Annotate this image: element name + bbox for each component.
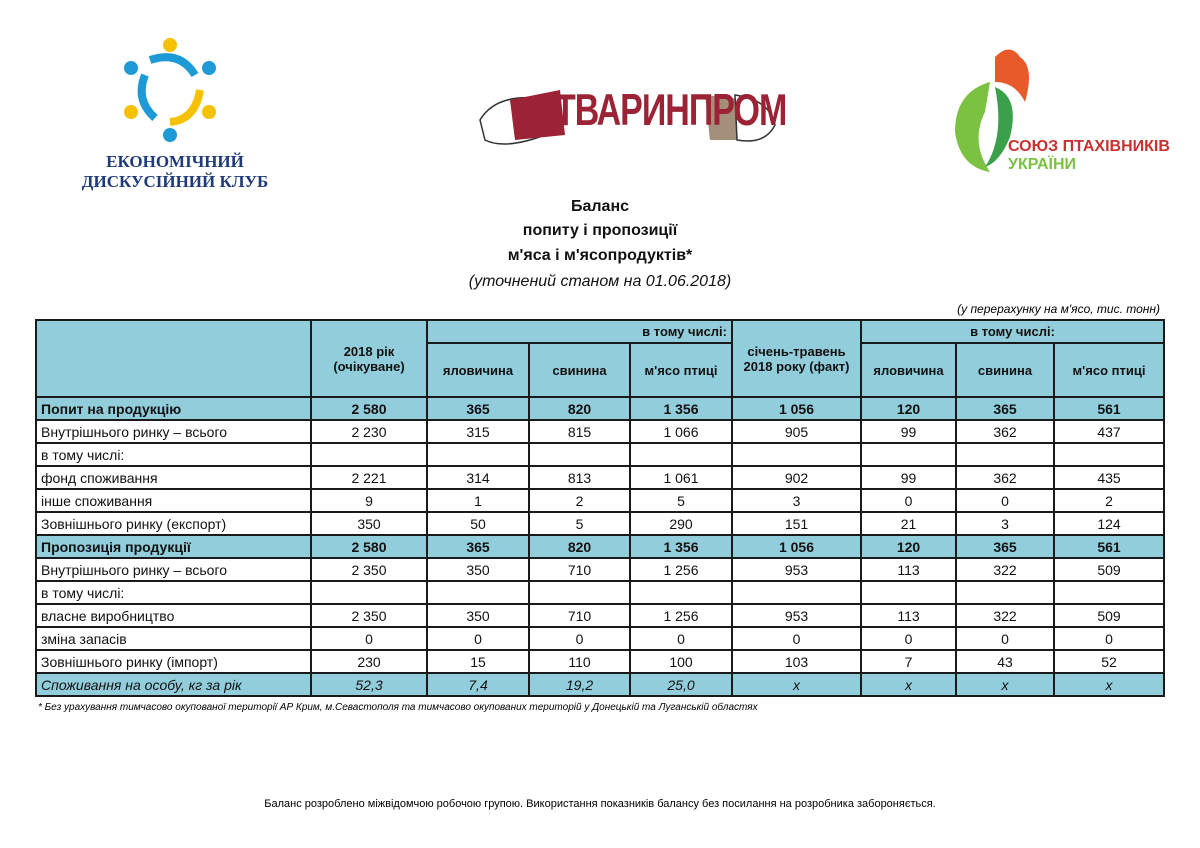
- cell-value: 120: [861, 535, 956, 558]
- table-row: [36, 489, 1164, 512]
- economic-club-logo: [105, 35, 235, 150]
- cell-value: x: [861, 673, 956, 696]
- cell-value: 1: [427, 489, 529, 512]
- table-row: [36, 673, 1164, 696]
- row-label: Попит на продукцію: [36, 397, 311, 420]
- tvarynprom-text: ТВАРИНПРОМ: [555, 86, 787, 136]
- cell-value: [427, 581, 529, 604]
- cell-value: 7: [861, 650, 956, 673]
- cell-value: 561: [1054, 397, 1164, 420]
- table-row: [36, 466, 1164, 489]
- cell-value: [529, 443, 630, 466]
- cell-value: 0: [529, 627, 630, 650]
- cell-value: 315: [427, 420, 529, 443]
- table-row: [36, 535, 1164, 558]
- cell-value: 0: [427, 627, 529, 650]
- doc-title-line-2: попиту і пропозиції: [522, 222, 678, 239]
- cell-value: 99: [861, 420, 956, 443]
- cell-value: 365: [427, 397, 529, 420]
- header-beef: яловичина: [861, 343, 956, 397]
- table-row: [36, 443, 1164, 466]
- row-label: Внутрішнього ринку – всього: [36, 558, 311, 581]
- cell-value: [1054, 581, 1164, 604]
- cell-value: 710: [529, 604, 630, 627]
- cell-value: 1 056: [732, 397, 861, 420]
- table-row: [36, 512, 1164, 535]
- cell-value: 3: [732, 489, 861, 512]
- table-row: [36, 420, 1164, 443]
- cell-value: 509: [1054, 604, 1164, 627]
- cell-value: 953: [732, 558, 861, 581]
- doc-title-line-1: Баланс: [570, 198, 630, 215]
- cell-value: 1 056: [732, 535, 861, 558]
- cell-value: 362: [956, 420, 1054, 443]
- cell-value: [630, 443, 732, 466]
- footer-note: Баланс розроблено міжвідомчою робочою групою. Використання показників балансу без посилання на розробника забороняється.: [264, 798, 936, 810]
- cell-value: 350: [311, 512, 427, 535]
- row-label: в тому числі:: [36, 581, 311, 604]
- cell-value: [630, 581, 732, 604]
- cell-value: [861, 443, 956, 466]
- header-pork: свинина: [956, 343, 1054, 397]
- header-pork: свинина: [529, 343, 630, 397]
- header-2018-expected: 2018 рік (очікуване): [311, 320, 427, 397]
- cell-value: 314: [427, 466, 529, 489]
- cell-value: 509: [1054, 558, 1164, 581]
- table-row: [36, 558, 1164, 581]
- header-poultry: м'ясо птиці: [1054, 343, 1164, 397]
- cell-value: 7,4: [427, 673, 529, 696]
- cell-value: 0: [732, 627, 861, 650]
- tvarynprom-logo: [475, 80, 785, 160]
- cell-value: 350: [427, 604, 529, 627]
- cell-value: 19,2: [529, 673, 630, 696]
- cell-value: 350: [427, 558, 529, 581]
- cell-value: 2 230: [311, 420, 427, 443]
- cell-value: 2: [1054, 489, 1164, 512]
- logo-text-line: УКРАЇНИ: [1008, 156, 1077, 173]
- cell-value: 322: [956, 604, 1054, 627]
- cell-value: 0: [861, 627, 956, 650]
- cell-value: 5: [630, 489, 732, 512]
- cell-value: 21: [861, 512, 956, 535]
- cell-value: x: [956, 673, 1054, 696]
- table-row: [36, 397, 1164, 420]
- cell-value: 2 221: [311, 466, 427, 489]
- row-label: власне виробництво: [36, 604, 311, 627]
- cell-value: 365: [956, 535, 1054, 558]
- cell-value: 813: [529, 466, 630, 489]
- cell-value: 1 061: [630, 466, 732, 489]
- cell-value: 561: [1054, 535, 1164, 558]
- cell-value: 15: [427, 650, 529, 673]
- header-beef: яловичина: [427, 343, 529, 397]
- cell-value: 124: [1054, 512, 1164, 535]
- cell-value: 3: [956, 512, 1054, 535]
- economic-club-name: [70, 152, 280, 192]
- cell-value: 110: [529, 650, 630, 673]
- cell-value: 365: [956, 397, 1054, 420]
- cell-value: 437: [1054, 420, 1164, 443]
- cell-value: 1 356: [630, 397, 732, 420]
- header-blank: [36, 320, 311, 397]
- cell-value: [529, 581, 630, 604]
- row-label: фонд споживання: [36, 466, 311, 489]
- cell-value: 1 256: [630, 558, 732, 581]
- cell-value: 120: [861, 397, 956, 420]
- cell-value: 151: [732, 512, 861, 535]
- row-label: зміна запасів: [36, 627, 311, 650]
- cell-value: 2 350: [311, 604, 427, 627]
- cell-value: 100: [630, 650, 732, 673]
- header-poultry: м'ясо птиці: [630, 343, 732, 397]
- cell-value: 815: [529, 420, 630, 443]
- cell-value: 1 356: [630, 535, 732, 558]
- cell-value: 435: [1054, 466, 1164, 489]
- poultry-union-name: [1008, 138, 1170, 174]
- cell-value: 2 580: [311, 535, 427, 558]
- doc-title-line-3: м'яса і м'ясопродуктів*: [507, 247, 693, 264]
- cell-value: 820: [529, 535, 630, 558]
- cell-value: 113: [861, 604, 956, 627]
- cell-value: 362: [956, 466, 1054, 489]
- cell-value: 0: [956, 489, 1054, 512]
- cell-value: 322: [956, 558, 1054, 581]
- cell-value: [427, 443, 529, 466]
- header-including: в тому числі:: [427, 320, 732, 343]
- cell-value: 820: [529, 397, 630, 420]
- cell-value: 2 580: [311, 397, 427, 420]
- row-label: Пропозиція продукції: [36, 535, 311, 558]
- cell-value: 230: [311, 650, 427, 673]
- logo-text-line: ЕКОНОМІЧНИЙ: [106, 152, 244, 171]
- row-label: інше споживання: [36, 489, 311, 512]
- cell-value: 953: [732, 604, 861, 627]
- cell-value: 113: [861, 558, 956, 581]
- cell-value: 902: [732, 466, 861, 489]
- cell-value: [732, 443, 861, 466]
- table-row: [36, 581, 1164, 604]
- cell-value: 99: [861, 466, 956, 489]
- cell-value: x: [1054, 673, 1164, 696]
- cell-value: 0: [630, 627, 732, 650]
- cell-value: [956, 581, 1054, 604]
- row-label: Внутрішнього ринку – всього: [36, 420, 311, 443]
- logo-text-line: СОЮЗ ПТАХІВНИКІВ: [1008, 138, 1170, 155]
- row-label: в тому числі:: [36, 443, 311, 466]
- cell-value: 1 066: [630, 420, 732, 443]
- cell-value: [861, 581, 956, 604]
- cell-value: 25,0: [630, 673, 732, 696]
- cell-value: [956, 443, 1054, 466]
- cell-value: 103: [732, 650, 861, 673]
- cell-value: 290: [630, 512, 732, 535]
- header-jan-may-fact: січень-травень 2018 року (факт): [732, 320, 861, 397]
- cell-value: 5: [529, 512, 630, 535]
- footnote: * Без урахування тимчасово окупованої території АР Крим, м.Севастополя та тимчасово окупованих територій у Донецькій та Луганській областях: [38, 702, 758, 713]
- table-row: [36, 604, 1164, 627]
- cell-value: 0: [1054, 627, 1164, 650]
- cell-value: 52: [1054, 650, 1164, 673]
- row-label: Зовнішнього ринку (імпорт): [36, 650, 311, 673]
- cell-value: 43: [956, 650, 1054, 673]
- cell-value: 710: [529, 558, 630, 581]
- cell-value: 0: [861, 489, 956, 512]
- cell-value: [311, 581, 427, 604]
- table-row: [36, 627, 1164, 650]
- cell-value: 50: [427, 512, 529, 535]
- cell-value: x: [732, 673, 861, 696]
- balance-table: [35, 319, 1165, 697]
- cell-value: 52,3: [311, 673, 427, 696]
- logo-text-line: ДИСКУСІЙНИЙ КЛУБ: [81, 172, 269, 191]
- header-including: в тому числі:: [861, 320, 1164, 343]
- cell-value: 905: [732, 420, 861, 443]
- units-note: (у перерахунку на м'ясо, тис. тонн): [957, 302, 1160, 316]
- cell-value: [311, 443, 427, 466]
- cell-value: 2 350: [311, 558, 427, 581]
- cell-value: [1054, 443, 1164, 466]
- cell-value: 9: [311, 489, 427, 512]
- cell-value: 1 256: [630, 604, 732, 627]
- cell-value: 0: [956, 627, 1054, 650]
- cell-value: 2: [529, 489, 630, 512]
- cell-value: 0: [311, 627, 427, 650]
- table-row: [36, 650, 1164, 673]
- doc-subtitle: (уточнений станом на 01.06.2018): [468, 273, 732, 290]
- cell-value: 365: [427, 535, 529, 558]
- cell-value: [732, 581, 861, 604]
- row-label: Споживання на особу, кг за рік: [36, 673, 311, 696]
- row-label: Зовнішнього ринку (експорт): [36, 512, 311, 535]
